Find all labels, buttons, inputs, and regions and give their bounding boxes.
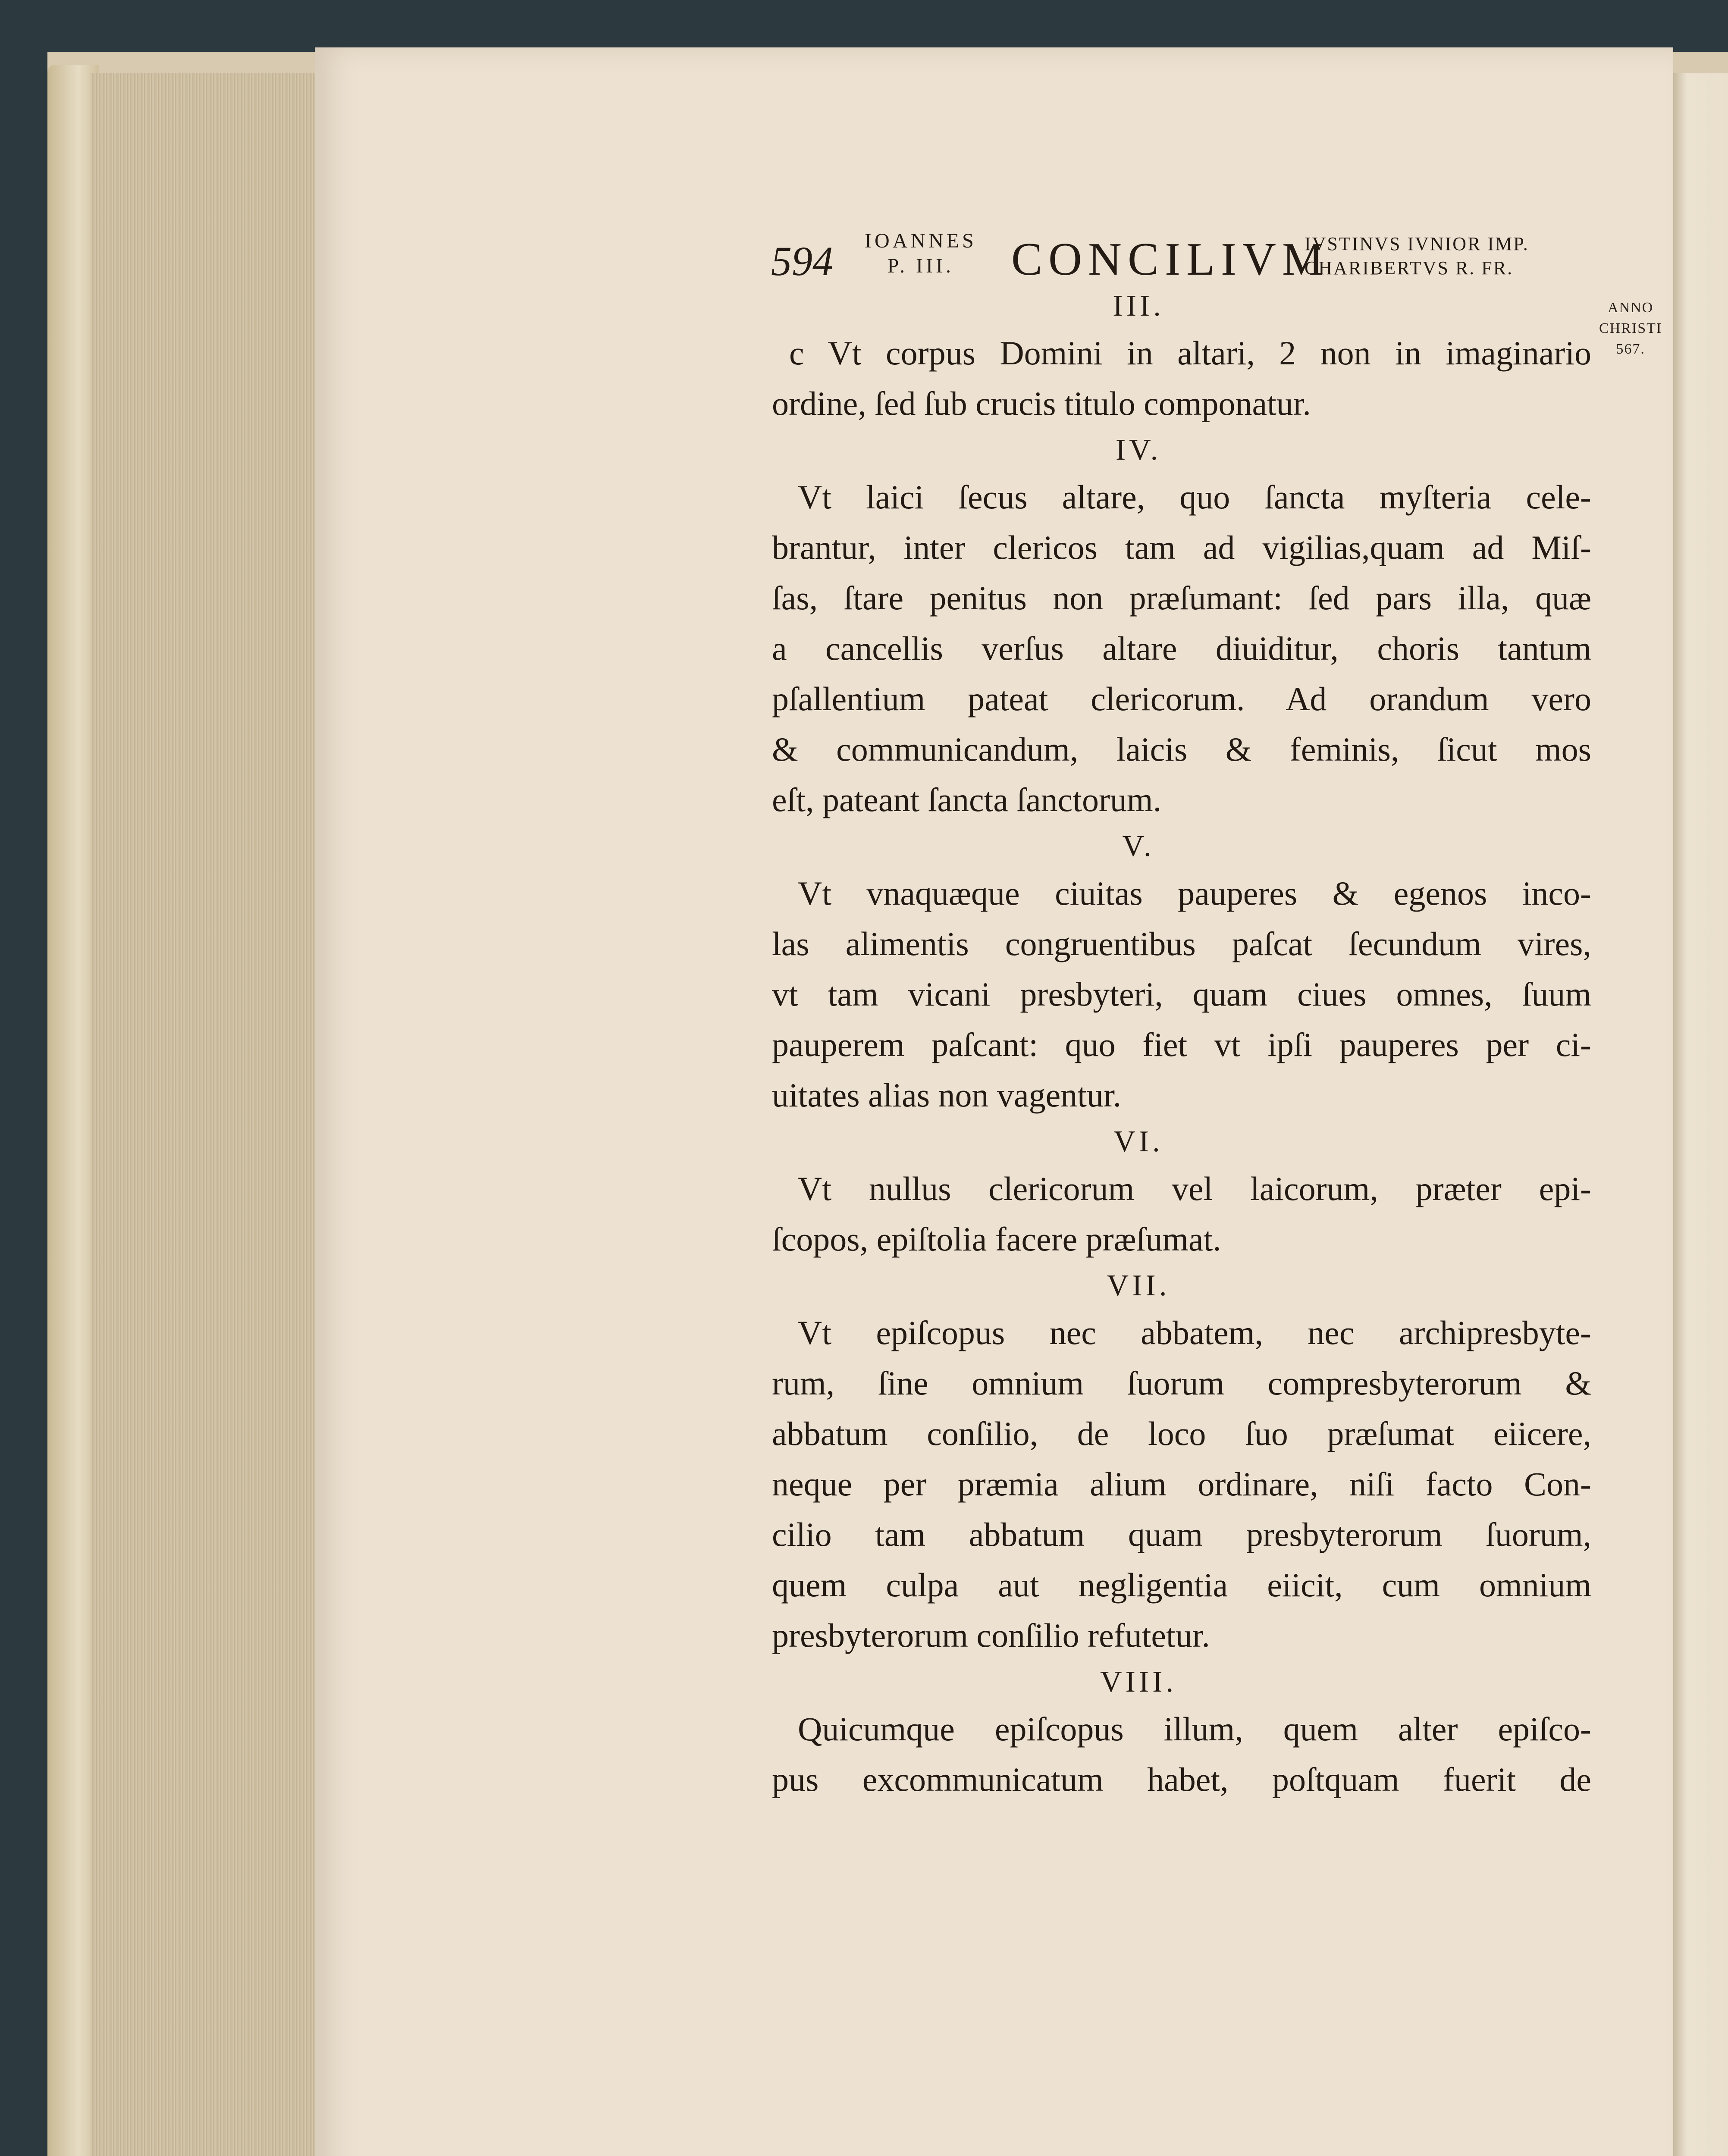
text-line: & communicandum, laicis & feminis, ſicut mos (772, 730, 1591, 768)
margin-note-line: ANNO (1608, 300, 1654, 316)
rulers-heading (1305, 232, 1529, 280)
text-line: rum, ſine omnium ſuorum compresbyterorum & (772, 1364, 1591, 1402)
page-number: 594 (771, 238, 833, 284)
text-line: pus excommunicatum habet, poſtquam fuerit de (772, 1761, 1591, 1798)
canon-paragraph (772, 1704, 1591, 1805)
canon-paragraph (772, 472, 1591, 825)
canon-heading: IV. (1115, 433, 1162, 467)
year-margin-note (1599, 298, 1662, 360)
text-line: las alimentis congruentibus paſcat ſecundum vires, (772, 925, 1591, 962)
running-head (0, 229, 1728, 293)
ruler-line: CHARIBERTVS R. FR. (1305, 257, 1514, 279)
text-line: cilio tam abbatum quam presbyterorum ſuorum, (772, 1516, 1591, 1553)
text-line: pauperem paſcant: quo fiet vt ipſi pauperes per ci- (772, 1026, 1591, 1063)
ruler-line: IVSTINVS IVNIOR IMP. (1305, 233, 1529, 254)
page-stack-edge (91, 73, 319, 2156)
canon-heading: V. (1122, 830, 1155, 863)
canon-heading: VIII. (1100, 1665, 1177, 1698)
text-line: c Vt corpus Domini in altari, 2 non in imaginario (789, 334, 1591, 372)
pope-name (865, 229, 977, 279)
pope-name-line: IOANNES (865, 229, 977, 252)
text-line: a cancellis verſus altare diuiditur, choris tantum (772, 630, 1591, 667)
canon-heading: III. (1113, 289, 1164, 323)
canon-heading: VII. (1107, 1269, 1170, 1302)
text-line: ſas, ſtare penitus non præſumant: ſed pars illa, quæ (772, 579, 1591, 617)
text-line: pſallentium pateat clericorum. Ad orandum vero (772, 680, 1591, 718)
text-line: ordine, ſed ſub crucis titulo componatur. (772, 385, 1311, 422)
canon-paragraph (772, 868, 1591, 1120)
canon-paragraph (772, 1163, 1591, 1264)
canon-heading: VI. (1113, 1125, 1163, 1158)
text-line: Quicumque epiſcopus illum, quem alter epiſco- (798, 1710, 1591, 1748)
text-line: neque per præmia alium ordinare, niſi facto Con- (772, 1465, 1591, 1503)
text-line: Vt nullus clericorum vel laicorum, præter epi- (798, 1170, 1591, 1207)
text-line: Vt epiſcopus nec abbatem, nec archipresbyte- (798, 1314, 1591, 1351)
text-line: quem culpa aut negligentia eiicit, cum omnium (772, 1566, 1591, 1604)
canon-paragraph (772, 1307, 1591, 1661)
text-line: vt tam vicani presbyteri, quam ciues omnes, ſuum (772, 975, 1591, 1013)
text-line: Vt vnaquæque ciuitas pauperes & egenos inco- (798, 874, 1591, 912)
canon-text (772, 285, 1591, 1805)
text-line: ſcopos, epiſtolia facere præſumat. (772, 1220, 1221, 1258)
margin-note-line: CHRISTI (1599, 320, 1662, 336)
canon-paragraph (772, 328, 1591, 429)
pope-name-line: P. III. (887, 254, 954, 277)
facing-page-edge (1669, 73, 1728, 2156)
text-line: uitates alias non vagentur. (772, 1076, 1122, 1114)
text-line: presbyterorum conſilio refutetur. (772, 1617, 1210, 1654)
margin-note-line: 567. (1616, 341, 1645, 357)
text-line: abbatum conſilio, de loco ſuo præſumat eiicere, (772, 1415, 1591, 1452)
text-line: brantur, inter clericos tam ad vigilias,quam ad Miſ- (772, 529, 1591, 566)
text-line: eſt, pateant ſancta ſanctorum. (772, 781, 1162, 818)
page-title: CONCILIVM (1011, 234, 1330, 285)
text-line: Vt laici ſecus altare, quo ſancta myſteria cele- (798, 478, 1591, 516)
